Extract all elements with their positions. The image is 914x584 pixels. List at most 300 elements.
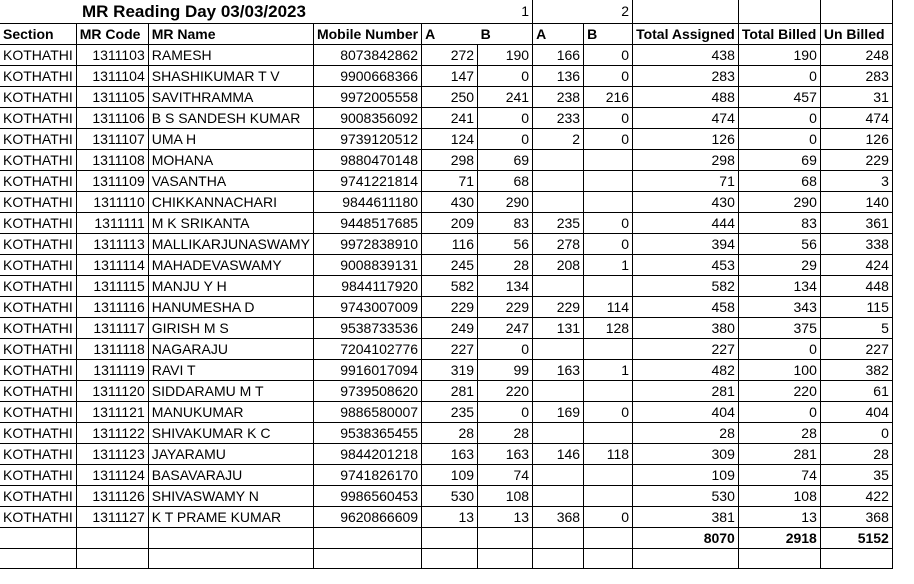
cell-total-assigned[interactable]: 394 (633, 234, 739, 255)
cell-group2-b[interactable]: 0 (584, 129, 633, 150)
cell-mr-name[interactable]: CHIKKANNACHARI (148, 192, 313, 213)
table-row (0, 507, 892, 528)
cell-group2-b[interactable]: 0 (584, 234, 633, 255)
cell-group2-b[interactable] (584, 486, 633, 507)
cell-section[interactable]: KOTHATHI (0, 507, 76, 528)
cell-mr-code[interactable]: 1311117 (76, 318, 148, 339)
cell-group1-a[interactable]: 227 (422, 339, 478, 360)
cell-un-billed[interactable]: 404 (820, 402, 892, 423)
cell-mobile-number[interactable]: 9880470148 (313, 150, 421, 171)
cell-section[interactable]: KOTHATHI (0, 150, 76, 171)
cell-group1-b[interactable]: 190 (478, 45, 533, 66)
cell-total-billed[interactable]: 281 (738, 444, 820, 465)
cell-group2-b[interactable]: 0 (584, 66, 633, 87)
cell-group2-b[interactable] (584, 192, 633, 213)
blank-cell[interactable] (478, 528, 533, 549)
cell-group2-b[interactable] (584, 339, 633, 360)
cell-total-billed[interactable]: 69 (738, 150, 820, 171)
cell-mr-name[interactable]: MANUKUMAR (148, 402, 313, 423)
blank-cell[interactable] (422, 549, 478, 569)
cell-mr-name[interactable]: B S SANDESH KUMAR (148, 108, 313, 129)
cell-group1-b[interactable]: 68 (478, 171, 533, 192)
cell-group2-a[interactable] (533, 276, 584, 297)
cell-mr-name[interactable]: UMA H (148, 129, 313, 150)
cell-group1-b[interactable]: 0 (478, 402, 533, 423)
cell-mr-code[interactable]: 1311111 (76, 213, 148, 234)
cell-group1-a[interactable]: 245 (422, 255, 478, 276)
cell-total-billed[interactable]: 68 (738, 171, 820, 192)
cell-total-billed[interactable]: 29 (738, 255, 820, 276)
cell-total-billed[interactable]: 83 (738, 213, 820, 234)
cell-group2-b[interactable]: 216 (584, 87, 633, 108)
cell-group2-a[interactable] (533, 423, 584, 444)
cell-un-billed[interactable]: 31 (820, 87, 892, 108)
cell-mr-code[interactable]: 1311126 (76, 486, 148, 507)
cell-un-billed[interactable]: 229 (820, 150, 892, 171)
cell-mr-code[interactable]: 1311106 (76, 108, 148, 129)
cell-un-billed[interactable]: 338 (820, 234, 892, 255)
cell-mr-code[interactable]: 1311113 (76, 234, 148, 255)
cell-mr-code[interactable]: 1311110 (76, 192, 148, 213)
cell-group1-b[interactable]: 99 (478, 360, 533, 381)
cell-total-assigned[interactable]: 71 (633, 171, 739, 192)
cell-group2-a[interactable]: 166 (533, 45, 584, 66)
cell-section[interactable]: KOTHATHI (0, 192, 76, 213)
cell-section[interactable]: KOTHATHI (0, 234, 76, 255)
cell-group1-a[interactable]: 163 (422, 444, 478, 465)
cell-section[interactable]: KOTHATHI (0, 297, 76, 318)
cell-total-billed[interactable]: 0 (738, 66, 820, 87)
table-row (0, 150, 892, 171)
cell-total-billed[interactable]: 375 (738, 318, 820, 339)
cell-group2-b[interactable] (584, 171, 633, 192)
cell-mobile-number[interactable]: 9739508620 (313, 381, 421, 402)
cell-group1-b[interactable]: 28 (478, 423, 533, 444)
cell-group1-a[interactable]: 13 (422, 507, 478, 528)
cell-total-assigned[interactable]: 227 (633, 339, 739, 360)
cell-un-billed[interactable]: 283 (820, 66, 892, 87)
blank-cell[interactable] (584, 549, 633, 569)
cell-section[interactable]: KOTHATHI (0, 423, 76, 444)
cell-un-billed[interactable]: 361 (820, 213, 892, 234)
cell-mr-name[interactable]: RAMESH (148, 45, 313, 66)
cell-total-billed[interactable]: 13 (738, 507, 820, 528)
cell-group1-b[interactable]: 0 (478, 108, 533, 129)
cell-mobile-number[interactable]: 9844117920 (313, 276, 421, 297)
cell-group1-a[interactable]: 281 (422, 381, 478, 402)
cell-mr-name[interactable]: JAYARAMU (148, 444, 313, 465)
cell-group2-a[interactable]: 131 (533, 318, 584, 339)
cell-total-billed[interactable]: 134 (738, 276, 820, 297)
totals-row (0, 528, 892, 549)
blank-cell[interactable] (478, 549, 533, 569)
table-row (0, 297, 892, 318)
cell-group1-a[interactable]: 430 (422, 192, 478, 213)
cell-mobile-number[interactable]: 9844611180 (313, 192, 421, 213)
cell-mr-code[interactable]: 1311108 (76, 150, 148, 171)
cell-un-billed[interactable]: 5 (820, 318, 892, 339)
cell-group1-b[interactable]: 220 (478, 381, 533, 402)
cell-group2-a[interactable]: 368 (533, 507, 584, 528)
cell-group1-a[interactable]: 249 (422, 318, 478, 339)
cell-mr-code[interactable]: 1311109 (76, 171, 148, 192)
cell-total-billed[interactable]: 0 (738, 402, 820, 423)
cell-total-billed[interactable]: 343 (738, 297, 820, 318)
table-row (0, 192, 892, 213)
header-total-billed: Total Billed (738, 24, 820, 45)
cell-total-assigned[interactable]: 380 (633, 318, 739, 339)
cell-group2-a[interactable]: 146 (533, 444, 584, 465)
cell-total-assigned[interactable]: 530 (633, 486, 739, 507)
cell-group2-b[interactable]: 0 (584, 108, 633, 129)
cell-total-billed[interactable]: 457 (738, 87, 820, 108)
cell-group2-a[interactable]: 235 (533, 213, 584, 234)
cell-section[interactable]: KOTHATHI (0, 360, 76, 381)
cell-mr-code[interactable]: 1311104 (76, 66, 148, 87)
cell-group1-a[interactable]: 28 (422, 423, 478, 444)
header-group2-a: A (533, 24, 584, 45)
cell-section[interactable]: KOTHATHI (0, 45, 76, 66)
cell-mr-name[interactable]: MANJU Y H (148, 276, 313, 297)
cell-mobile-number[interactable]: 9538365455 (313, 423, 421, 444)
cell-total-assigned[interactable]: 482 (633, 360, 739, 381)
cell-total-billed[interactable]: 108 (738, 486, 820, 507)
cell-group1-b[interactable]: 0 (478, 66, 533, 87)
cell-total-billed[interactable]: 100 (738, 360, 820, 381)
cell-group1-b[interactable]: 74 (478, 465, 533, 486)
cell-mr-name[interactable]: SHASHIKUMAR T V (148, 66, 313, 87)
cell-mobile-number[interactable]: 9620866609 (313, 507, 421, 528)
cell-group1-a[interactable]: 298 (422, 150, 478, 171)
cell-mobile-number[interactable]: 9741221814 (313, 171, 421, 192)
cell-group2-a[interactable] (533, 150, 584, 171)
cell-mr-name[interactable]: GIRISH M S (148, 318, 313, 339)
cell-un-billed[interactable]: 0 (820, 423, 892, 444)
cell-section[interactable]: KOTHATHI (0, 381, 76, 402)
cell-total-assigned[interactable]: 474 (633, 108, 739, 129)
cell-group1-b[interactable]: 56 (478, 234, 533, 255)
cell-total-assigned[interactable]: 404 (633, 402, 739, 423)
cell-un-billed[interactable]: 368 (820, 507, 892, 528)
blank-cell[interactable] (148, 528, 313, 549)
cell-mr-name[interactable]: SIDDARAMU M T (148, 381, 313, 402)
cell-section[interactable]: KOTHATHI (0, 339, 76, 360)
cell-un-billed[interactable]: 424 (820, 255, 892, 276)
cell-un-billed[interactable]: 115 (820, 297, 892, 318)
cell-section[interactable]: KOTHATHI (0, 276, 76, 297)
cell-group2-a[interactable]: 136 (533, 66, 584, 87)
cell-total-billed[interactable]: 0 (738, 129, 820, 150)
cell-mr-code[interactable]: 1311116 (76, 297, 148, 318)
cell-group1-b[interactable]: 0 (478, 339, 533, 360)
total-assigned-sum[interactable]: 8070 (633, 528, 739, 549)
cell-group2-a[interactable]: 163 (533, 360, 584, 381)
cell-group2-b[interactable]: 0 (584, 45, 633, 66)
cell-total-billed[interactable]: 0 (738, 339, 820, 360)
cell-mobile-number[interactable]: 9741826170 (313, 465, 421, 486)
cell-un-billed[interactable]: 248 (820, 45, 892, 66)
cell-mobile-number[interactable]: 9844201218 (313, 444, 421, 465)
blank-cell[interactable] (313, 549, 421, 569)
blank-cell[interactable] (76, 528, 148, 549)
cell-group2-b[interactable] (584, 276, 633, 297)
cell-total-assigned[interactable]: 444 (633, 213, 739, 234)
header-section: Section (0, 24, 76, 45)
cell-group2-b[interactable]: 1 (584, 360, 633, 381)
cell-total-assigned[interactable]: 488 (633, 87, 739, 108)
cell-group2-a[interactable]: 229 (533, 297, 584, 318)
blank-cell[interactable] (0, 528, 76, 549)
cell-group2-a[interactable]: 208 (533, 255, 584, 276)
cell-un-billed[interactable]: 448 (820, 276, 892, 297)
cell-group2-b[interactable]: 0 (584, 402, 633, 423)
cell-group1-b[interactable]: 163 (478, 444, 533, 465)
cell-group1-b[interactable]: 229 (478, 297, 533, 318)
cell-total-assigned[interactable]: 281 (633, 381, 739, 402)
cell-section[interactable]: KOTHATHI (0, 318, 76, 339)
cell-un-billed[interactable]: 3 (820, 171, 892, 192)
cell-mr-code[interactable]: 1311107 (76, 129, 148, 150)
cell-group1-a[interactable]: 71 (422, 171, 478, 192)
cell-mobile-number[interactable]: 9008356092 (313, 108, 421, 129)
header-total-assigned: Total Assigned (633, 24, 739, 45)
cell-mobile-number[interactable]: 7204102776 (313, 339, 421, 360)
cell-mr-code[interactable]: 1311127 (76, 507, 148, 528)
cell-un-billed[interactable]: 474 (820, 108, 892, 129)
cell-mobile-number[interactable]: 9916017094 (313, 360, 421, 381)
cell-group1-a[interactable]: 116 (422, 234, 478, 255)
cell-mr-code[interactable]: 1311115 (76, 276, 148, 297)
table-row (0, 234, 892, 255)
cell-group1-b[interactable]: 28 (478, 255, 533, 276)
cell-section[interactable]: KOTHATHI (0, 108, 76, 129)
table-row (0, 276, 892, 297)
cell-group1-b[interactable]: 247 (478, 318, 533, 339)
cell-group2-a[interactable] (533, 192, 584, 213)
cell-group1-b[interactable]: 0 (478, 129, 533, 150)
cell-mobile-number[interactable]: 9900668366 (313, 66, 421, 87)
cell-group2-b[interactable]: 128 (584, 318, 633, 339)
cell-group1-b[interactable]: 13 (478, 507, 533, 528)
cell-group2-a[interactable] (533, 171, 584, 192)
cell-mobile-number[interactable]: 9008839131 (313, 255, 421, 276)
cell-total-billed[interactable]: 220 (738, 381, 820, 402)
cell-group1-a[interactable]: 582 (422, 276, 478, 297)
cell-group2-b[interactable]: 1 (584, 255, 633, 276)
cell-mr-name[interactable]: SHIVAKUMAR K C (148, 423, 313, 444)
blank-cell[interactable] (633, 549, 739, 569)
blank-cell[interactable] (313, 528, 421, 549)
cell-total-assigned[interactable]: 309 (633, 444, 739, 465)
cell-section[interactable]: KOTHATHI (0, 444, 76, 465)
cell-group1-a[interactable]: 147 (422, 66, 478, 87)
cell-total-assigned[interactable]: 582 (633, 276, 739, 297)
cell-total-assigned[interactable]: 381 (633, 507, 739, 528)
cell-section[interactable]: KOTHATHI (0, 255, 76, 276)
cell-total-assigned[interactable]: 438 (633, 45, 739, 66)
cell-mobile-number[interactable]: 8073842862 (313, 45, 421, 66)
cell-mr-name[interactable]: RAVI T (148, 360, 313, 381)
cell-mr-name[interactable]: MALLIKARJUNASWAMY (148, 234, 313, 255)
cell-group2-a[interactable]: 238 (533, 87, 584, 108)
cell-mr-code[interactable]: 1311118 (76, 339, 148, 360)
cell-total-assigned[interactable]: 126 (633, 129, 739, 150)
cell-mobile-number[interactable]: 9972838910 (313, 234, 421, 255)
cell-group1-a[interactable]: 250 (422, 87, 478, 108)
blank-cell[interactable] (820, 549, 892, 569)
table-row (0, 87, 892, 108)
cell-mr-name[interactable]: HANUMESHA D (148, 297, 313, 318)
blank-cell[interactable] (0, 549, 76, 569)
cell-group1-a[interactable]: 235 (422, 402, 478, 423)
blank-cell[interactable] (533, 528, 584, 549)
cell-group2-b[interactable]: 0 (584, 213, 633, 234)
blank-cell[interactable] (584, 528, 633, 549)
blank-cell[interactable] (422, 528, 478, 549)
header-mobile-number: Mobile Number (313, 24, 421, 45)
cell-un-billed[interactable]: 28 (820, 444, 892, 465)
header-group2-b: B (584, 24, 633, 45)
blank-cell[interactable] (76, 549, 148, 569)
cell-mobile-number[interactable]: 9886580007 (313, 402, 421, 423)
cell-un-billed[interactable]: 126 (820, 129, 892, 150)
cell-total-billed[interactable]: 74 (738, 465, 820, 486)
cell-group1-a[interactable]: 229 (422, 297, 478, 318)
cell-mr-name[interactable]: MAHADEVASWAMY (148, 255, 313, 276)
cell-mobile-number[interactable]: 9972005558 (313, 87, 421, 108)
cell-group1-a[interactable]: 272 (422, 45, 478, 66)
cell-group2-b[interactable] (584, 423, 633, 444)
empty-row (0, 549, 892, 569)
cell-group2-a[interactable]: 169 (533, 402, 584, 423)
cell-total-billed[interactable]: 28 (738, 423, 820, 444)
blank-cell[interactable] (738, 549, 820, 569)
total-billed-sum[interactable]: 2918 (738, 528, 820, 549)
cell-group2-a[interactable]: 233 (533, 108, 584, 129)
cell-mr-name[interactable]: BASAVARAJU (148, 465, 313, 486)
cell-mr-name[interactable]: K T PRAME KUMAR (148, 507, 313, 528)
cell-un-billed[interactable]: 227 (820, 339, 892, 360)
cell-section[interactable]: KOTHATHI (0, 402, 76, 423)
cell-mr-code[interactable]: 1311120 (76, 381, 148, 402)
cell-section[interactable]: KOTHATHI (0, 87, 76, 108)
sheet-title: MR Reading Day 03/03/2023 (0, 0, 422, 24)
cell-total-billed[interactable]: 290 (738, 192, 820, 213)
cell-mr-name[interactable]: MOHANA (148, 150, 313, 171)
cell-group1-a[interactable]: 530 (422, 486, 478, 507)
cell-mr-code[interactable]: 1311121 (76, 402, 148, 423)
cell-group1-b[interactable]: 290 (478, 192, 533, 213)
cell-group2-b[interactable] (584, 150, 633, 171)
cell-section[interactable]: KOTHATHI (0, 213, 76, 234)
cell-un-billed[interactable]: 422 (820, 486, 892, 507)
table-row (0, 402, 892, 423)
cell-total-billed[interactable]: 190 (738, 45, 820, 66)
cell-mr-code[interactable]: 1311124 (76, 465, 148, 486)
cell-mr-code[interactable]: 1311105 (76, 87, 148, 108)
cell-total-assigned[interactable]: 28 (633, 423, 739, 444)
cell-mr-code[interactable]: 1311103 (76, 45, 148, 66)
cell-mr-name[interactable]: SHIVASWAMY N (148, 486, 313, 507)
cell-group2-a[interactable]: 278 (533, 234, 584, 255)
cell-group2-a[interactable]: 2 (533, 129, 584, 150)
cell-group1-a[interactable]: 124 (422, 129, 478, 150)
cell-group1-a[interactable]: 319 (422, 360, 478, 381)
cell-group1-a[interactable]: 109 (422, 465, 478, 486)
cell-group1-b[interactable]: 69 (478, 150, 533, 171)
blank-cell[interactable] (148, 549, 313, 569)
cell-mr-code[interactable]: 1311119 (76, 360, 148, 381)
cell-mr-code[interactable]: 1311123 (76, 444, 148, 465)
cell-group2-a[interactable] (533, 486, 584, 507)
cell-section[interactable]: KOTHATHI (0, 66, 76, 87)
cell-mr-name[interactable]: VASANTHA (148, 171, 313, 192)
cell-mr-name[interactable]: NAGARAJU (148, 339, 313, 360)
cell-total-billed[interactable]: 0 (738, 108, 820, 129)
blank-cell (633, 0, 739, 24)
table-row (0, 213, 892, 234)
cell-total-assigned[interactable]: 109 (633, 465, 739, 486)
cell-section[interactable]: KOTHATHI (0, 486, 76, 507)
cell-mobile-number[interactable]: 9448517685 (313, 213, 421, 234)
cell-group2-a[interactable] (533, 339, 584, 360)
cell-mr-name[interactable]: SAVITHRAMMA (148, 87, 313, 108)
cell-section[interactable]: KOTHATHI (0, 171, 76, 192)
cell-group1-b[interactable]: 241 (478, 87, 533, 108)
cell-group2-b[interactable] (584, 381, 633, 402)
cell-mobile-number[interactable]: 9538733536 (313, 318, 421, 339)
cell-mobile-number[interactable]: 9986560453 (313, 486, 421, 507)
cell-section[interactable]: KOTHATHI (0, 465, 76, 486)
blank-cell (820, 0, 892, 24)
cell-group2-b[interactable] (584, 465, 633, 486)
cell-group2-a[interactable] (533, 465, 584, 486)
cell-un-billed[interactable]: 61 (820, 381, 892, 402)
cell-mobile-number[interactable]: 9743007009 (313, 297, 421, 318)
cell-group1-a[interactable]: 209 (422, 213, 478, 234)
blank-cell[interactable] (533, 549, 584, 569)
cell-group2-b[interactable]: 118 (584, 444, 633, 465)
cell-group1-b[interactable]: 108 (478, 486, 533, 507)
cell-group1-b[interactable]: 134 (478, 276, 533, 297)
cell-total-assigned[interactable]: 298 (633, 150, 739, 171)
cell-group1-a[interactable]: 241 (422, 108, 478, 129)
cell-un-billed[interactable]: 382 (820, 360, 892, 381)
cell-mr-code[interactable]: 1311114 (76, 255, 148, 276)
cell-total-billed[interactable]: 56 (738, 234, 820, 255)
cell-mr-code[interactable]: 1311122 (76, 423, 148, 444)
cell-group1-b[interactable]: 83 (478, 213, 533, 234)
un-billed-sum[interactable]: 5152 (820, 528, 892, 549)
cell-total-assigned[interactable]: 458 (633, 297, 739, 318)
title-row (0, 0, 892, 24)
table-row (0, 129, 892, 150)
cell-total-assigned[interactable]: 453 (633, 255, 739, 276)
cell-mobile-number[interactable]: 9739120512 (313, 129, 421, 150)
cell-group2-a[interactable] (533, 381, 584, 402)
table-row (0, 444, 892, 465)
cell-group2-b[interactable]: 0 (584, 507, 633, 528)
table-row (0, 423, 892, 444)
cell-section[interactable]: KOTHATHI (0, 129, 76, 150)
cell-total-assigned[interactable]: 430 (633, 192, 739, 213)
cell-mr-name[interactable]: M K SRIKANTA (148, 213, 313, 234)
cell-un-billed[interactable]: 35 (820, 465, 892, 486)
cell-group2-b[interactable]: 114 (584, 297, 633, 318)
table-row (0, 465, 892, 486)
cell-total-assigned[interactable]: 283 (633, 66, 739, 87)
cell-un-billed[interactable]: 140 (820, 192, 892, 213)
